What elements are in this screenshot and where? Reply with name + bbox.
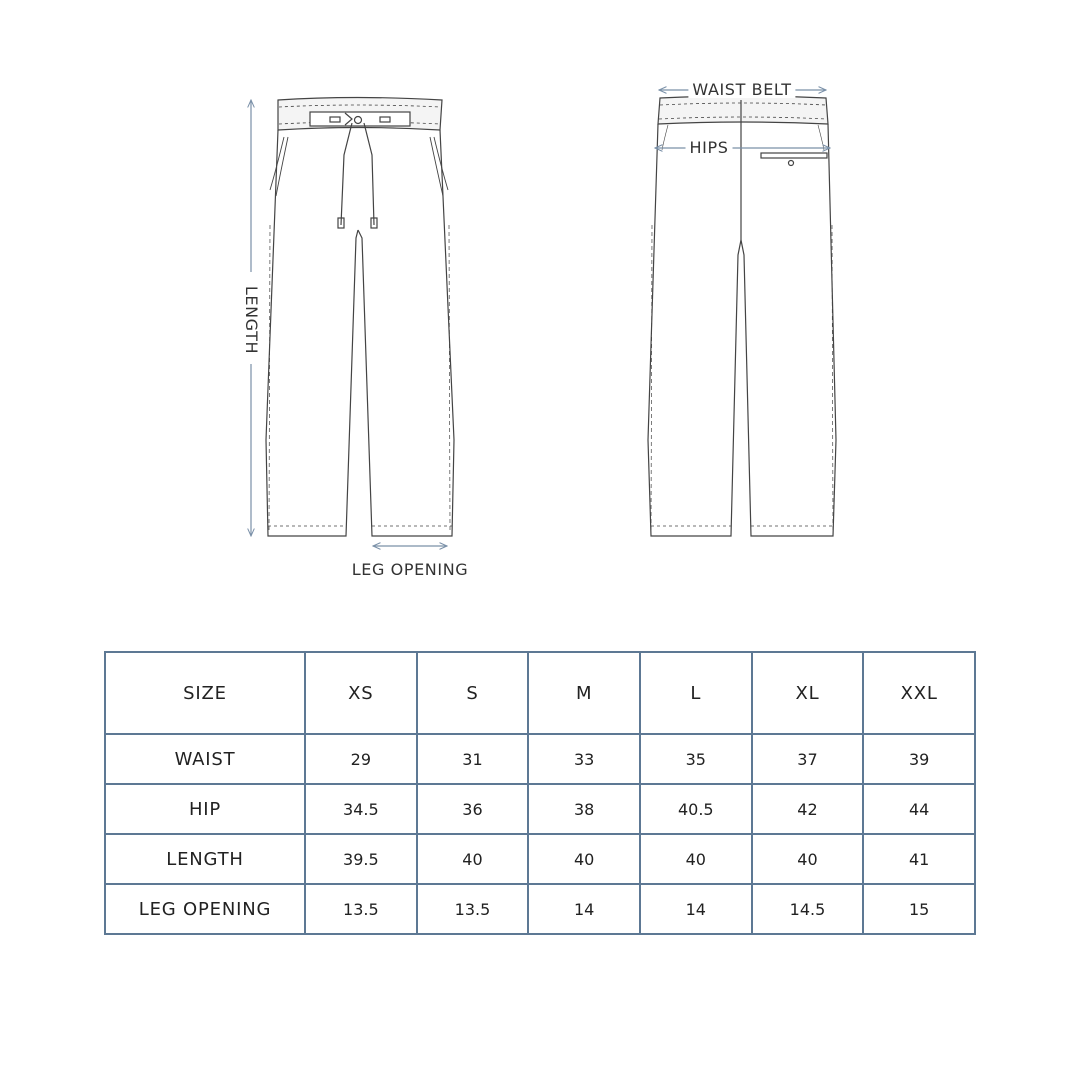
table-cell: 14	[528, 884, 640, 934]
length-label: LENGTH	[243, 282, 259, 358]
table-cell: 14	[640, 884, 752, 934]
table-row	[105, 734, 975, 784]
table-cell: 42	[752, 784, 864, 834]
header-cell: SIZE	[105, 652, 305, 734]
table-cell: 40	[417, 834, 529, 884]
table-cell: 40	[640, 834, 752, 884]
table-cell: 14.5	[752, 884, 864, 934]
size-chart-table	[104, 651, 976, 935]
table-cell: 40.5	[640, 784, 752, 834]
table-cell: 13.5	[305, 884, 417, 934]
header-cell: XS	[305, 652, 417, 734]
table-cell: 13.5	[417, 884, 529, 934]
table-cell: 37	[752, 734, 864, 784]
table-cell: 38	[528, 784, 640, 834]
header-cell: L	[640, 652, 752, 734]
leg-opening-label: LEG OPENING	[351, 560, 469, 579]
table-row	[105, 834, 975, 884]
table-cell: 33	[528, 734, 640, 784]
table-cell: 31	[417, 734, 529, 784]
table-cell: 44	[863, 784, 975, 834]
row-label-cell: HIP	[105, 784, 305, 834]
header-cell: S	[417, 652, 529, 734]
waist-belt-label: WAIST BELT	[688, 82, 795, 98]
front-pants-drawing	[266, 98, 454, 537]
table-cell: 39.5	[305, 834, 417, 884]
table-row	[105, 784, 975, 834]
table-cell: 29	[305, 734, 417, 784]
header-cell: XL	[752, 652, 864, 734]
table-cell: 15	[863, 884, 975, 934]
table-cell: 34.5	[305, 784, 417, 834]
table-cell: 35	[640, 734, 752, 784]
table-cell: 40	[528, 834, 640, 884]
row-label-cell: WAIST	[105, 734, 305, 784]
table-cell: 41	[863, 834, 975, 884]
header-cell: M	[528, 652, 640, 734]
table-cell: 36	[417, 784, 529, 834]
row-label-cell: LEG OPENING	[105, 884, 305, 934]
table-cell: 40	[752, 834, 864, 884]
table-header-row	[105, 652, 975, 734]
table-row	[105, 884, 975, 934]
row-label-cell: LENGTH	[105, 834, 305, 884]
table-cell: 39	[863, 734, 975, 784]
back-pants-drawing	[648, 96, 836, 536]
hips-label: HIPS	[686, 140, 733, 156]
header-cell: XXL	[863, 652, 975, 734]
